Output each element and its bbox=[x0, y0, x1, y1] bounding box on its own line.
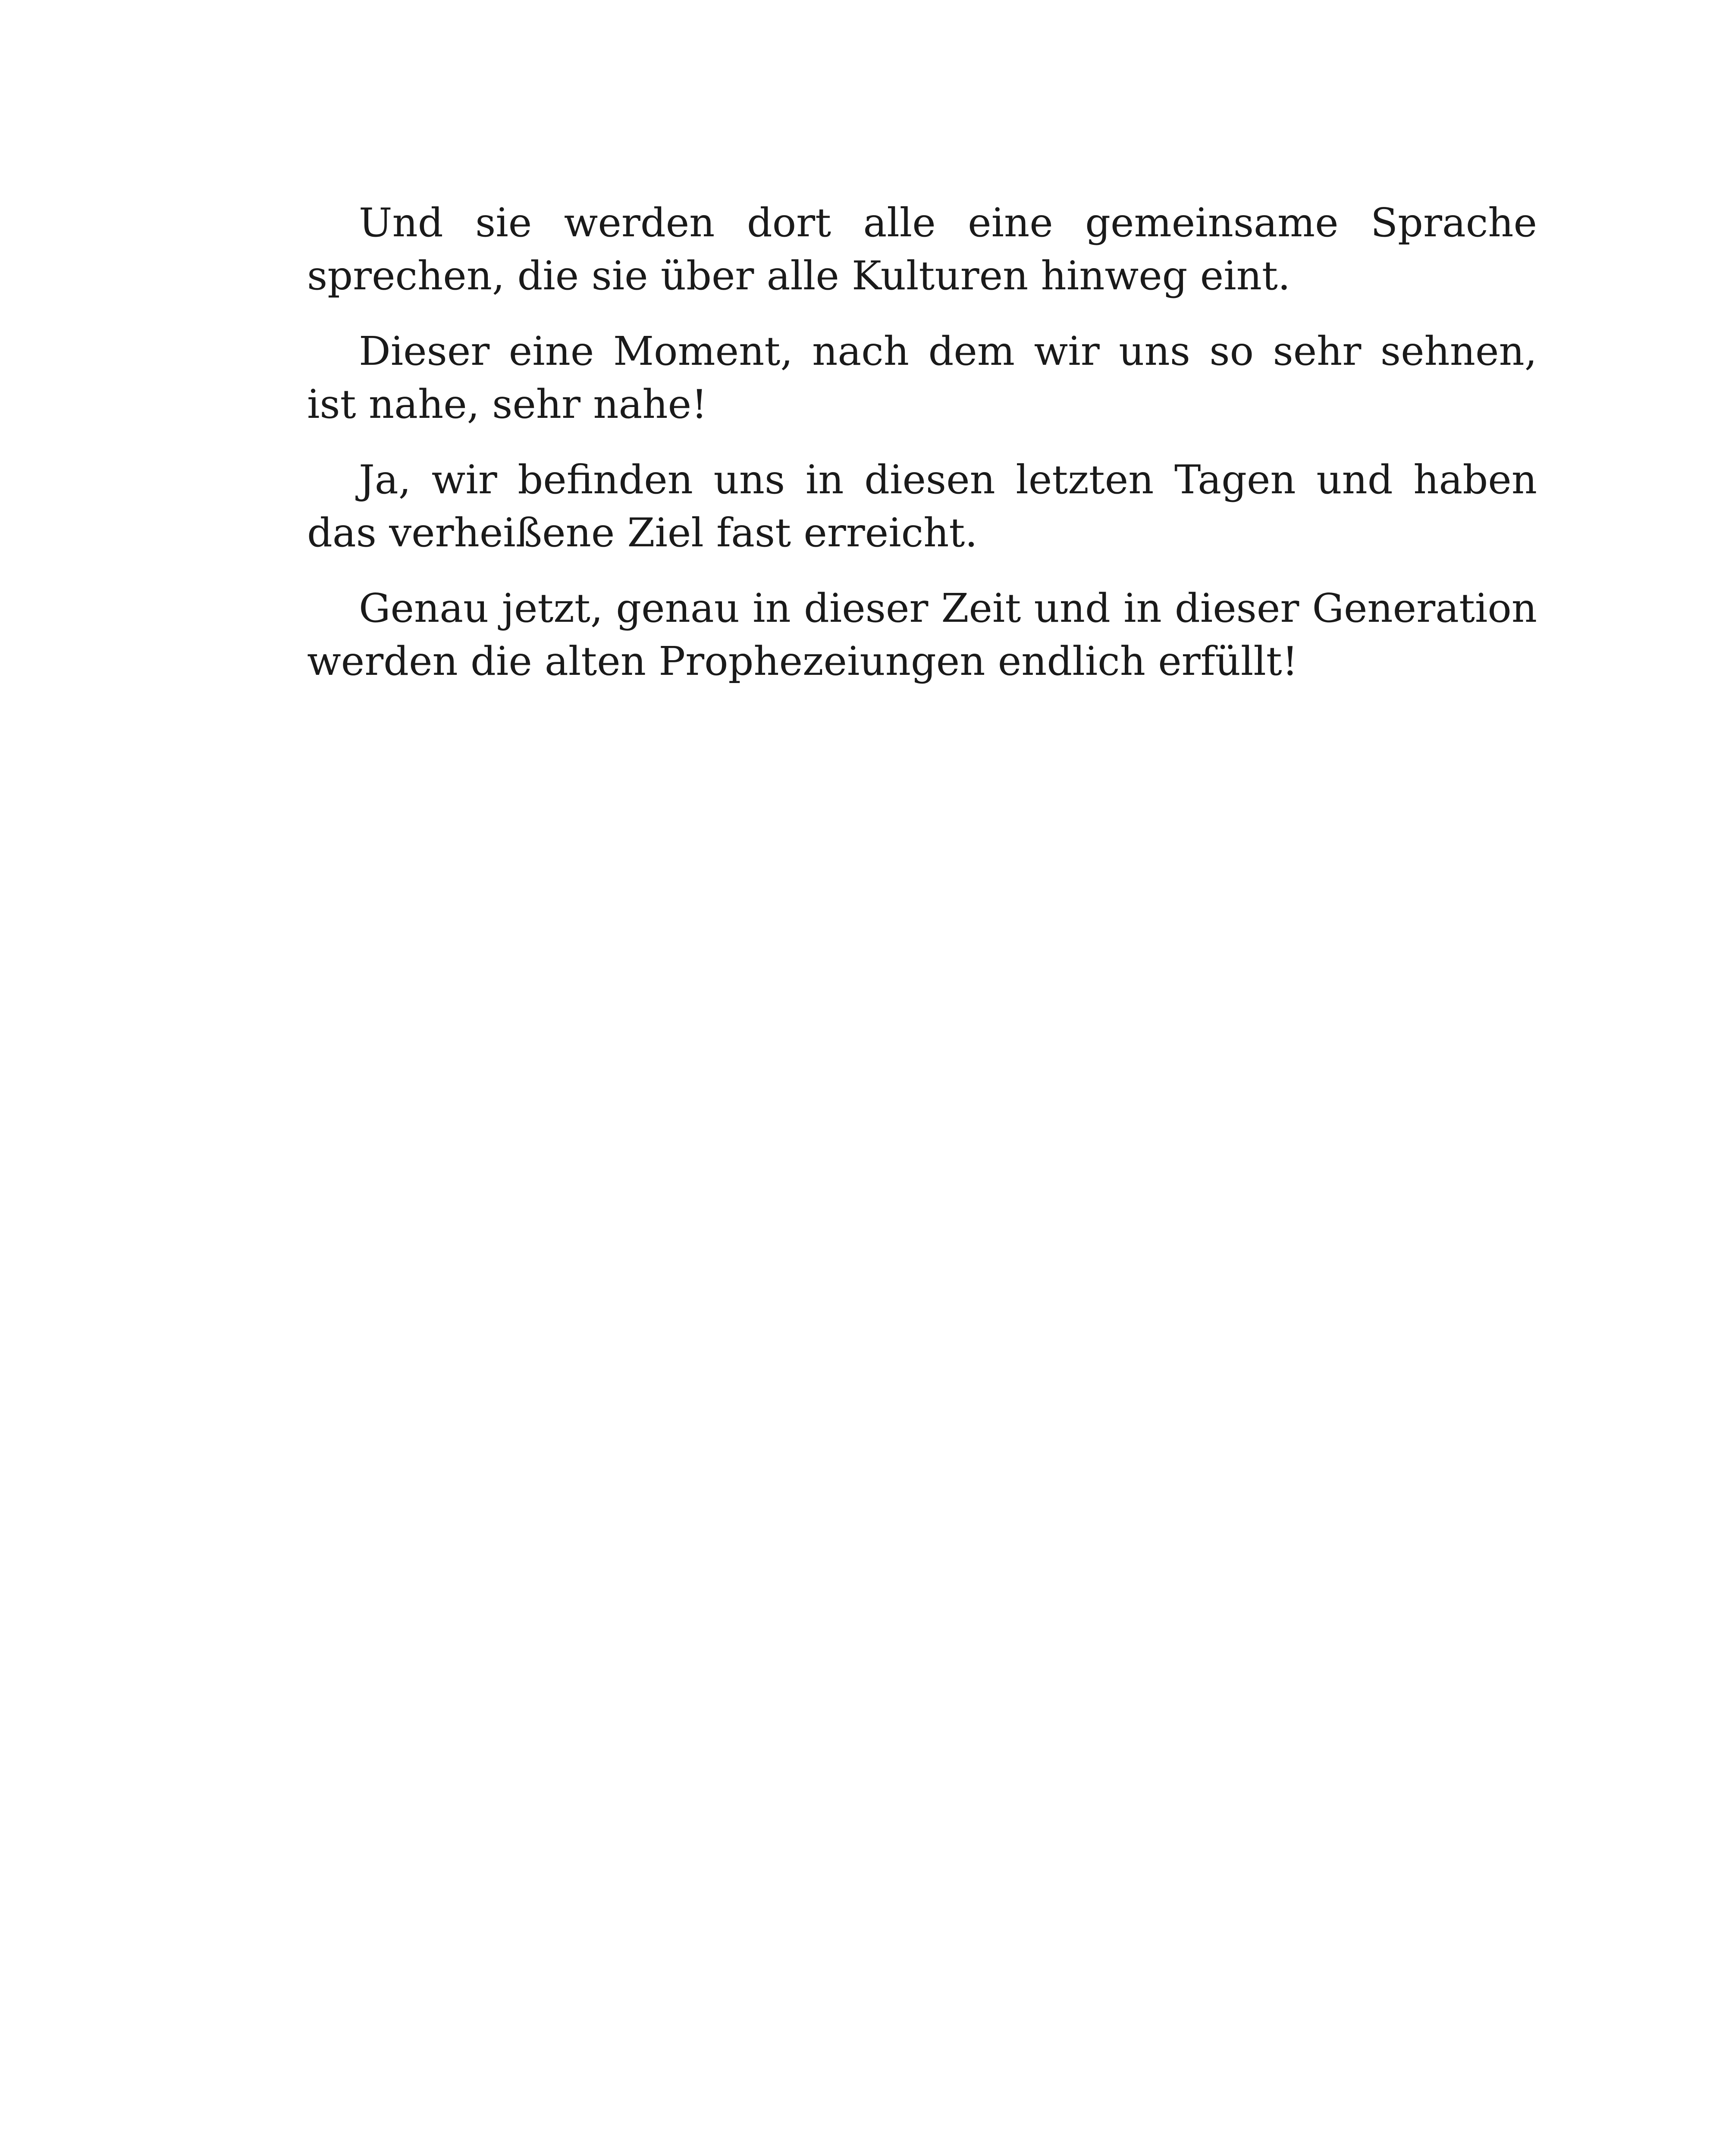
paragraph-2: Dieser eine Moment, nach dem wir uns so sehr sehnen, ist nahe, sehr nahe! bbox=[307, 328, 1537, 427]
paragraph-3: Ja, wir befinden uns in diesen letzten Tagen und haben das verheißene Ziel fast erreicht. bbox=[307, 457, 1537, 556]
paragraph-1: Und sie werden dort alle eine gemeinsame Sprache sprechen, die sie über alle Kulturen hinweg eint. bbox=[307, 200, 1537, 299]
paragraph-4: Genau jetzt, genau in dieser Zeit und in dieser Generation werden die alten Prophezeiungen endlich erfüllt! bbox=[307, 585, 1537, 684]
body-text bbox=[307, 196, 1537, 710]
